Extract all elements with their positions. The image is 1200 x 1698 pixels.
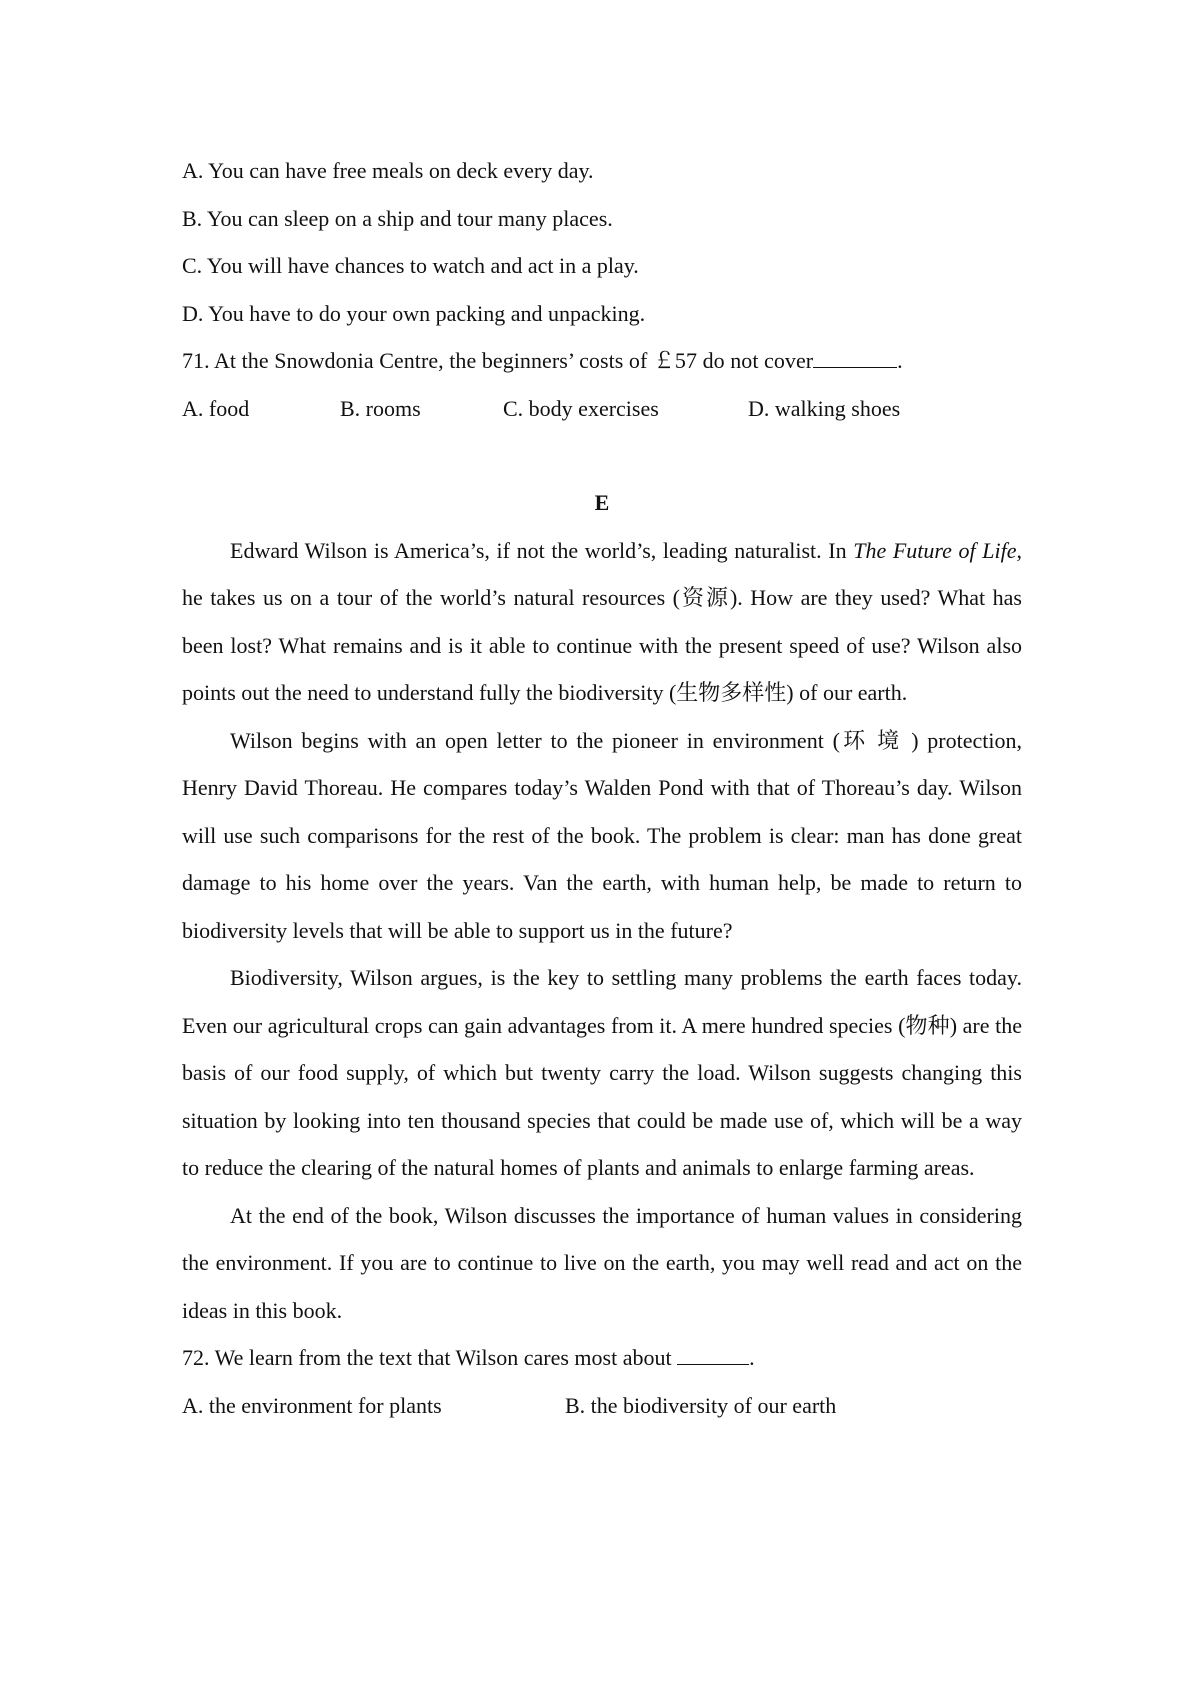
paragraph-1-text-b: , he takes us on a tour of the world’s natural resources (资源). How are they used? What has been lost? What remains and is it able to continue with the present speed of use? Wilson also points out the need to understand fully the biodiversity (生物多样性) of our earth.	[182, 537, 1022, 705]
section-title: E	[594, 490, 610, 515]
question-71-stem-end: .	[897, 348, 903, 373]
question-71-stem: 71. At the Snowdonia Centre, the beginners’ costs of ￡57 do not cover	[182, 348, 814, 373]
q70-option-b: B. You can sleep on a ship and tour many places.	[182, 205, 613, 231]
q70-option-d: D. You have to do your own packing and unpacking.	[182, 300, 646, 326]
book-title: The Future of Life	[853, 537, 1017, 563]
question-71	[182, 337, 1022, 385]
q70-option-a: A. You can have free meals on deck every day.	[182, 158, 594, 183]
q71-option-d: D. walking shoes	[748, 395, 901, 421]
question-72-stem: 72. We learn from the text that Wilson cares most about	[182, 1345, 678, 1370]
question-72-options	[182, 1382, 1022, 1430]
passage-paragraph-2: Wilson begins with an open letter to the pioneer in environment (环 境 ) protection, Henry David Thoreau. He compares today’s Walden Pond with that of Thoreau’s day. Wilson will use such comparisons for the rest of the book. The problem is clear: man has done great damage to his home over the years. Van the earth, with human help, be made to return to biodiversity levels that will be able to support us in the future?	[182, 727, 1022, 943]
paragraph-1-text-a: Edward Wilson is America’s, if not the world’s, leading naturalist. In	[230, 537, 854, 563]
question-72	[182, 1334, 1022, 1382]
q71-option-b: B. rooms	[340, 395, 421, 421]
passage-paragraph-1	[182, 527, 1022, 717]
q72-option-a: A. the environment for plants	[182, 1392, 442, 1418]
passage-paragraph-4: At the end of the book, Wilson discusses the importance of human values in considering the environment. If you are to continue to live on the earth, you may well read and act on the ideas in this book.	[182, 1202, 1022, 1323]
answer-blank	[677, 1364, 749, 1365]
question-71-options	[182, 385, 1022, 433]
answer-blank	[813, 367, 897, 368]
q70-option-c: C. You will have chances to watch and act in a play.	[182, 253, 639, 278]
passage-paragraph-3: Biodiversity, Wilson argues, is the key to settling many problems the earth faces today. Even our agricultural crops can gain advantages from it. A mere hundred species (物种) are the basis of our food supply, of which but twenty carry the load. Wilson suggests changing this situation by looking into ten thousand species that could be made use of, which will be a way to reduce the clearing of the natural homes of plants and animals to enlarge farming areas.	[182, 965, 1022, 1180]
q71-option-c: C. body exercises	[503, 395, 659, 421]
q71-option-a: A. food	[182, 395, 250, 421]
question-72-stem-end: .	[749, 1345, 755, 1370]
document-content	[182, 147, 1022, 1429]
q72-option-b: B. the biodiversity of our earth	[565, 1392, 837, 1418]
